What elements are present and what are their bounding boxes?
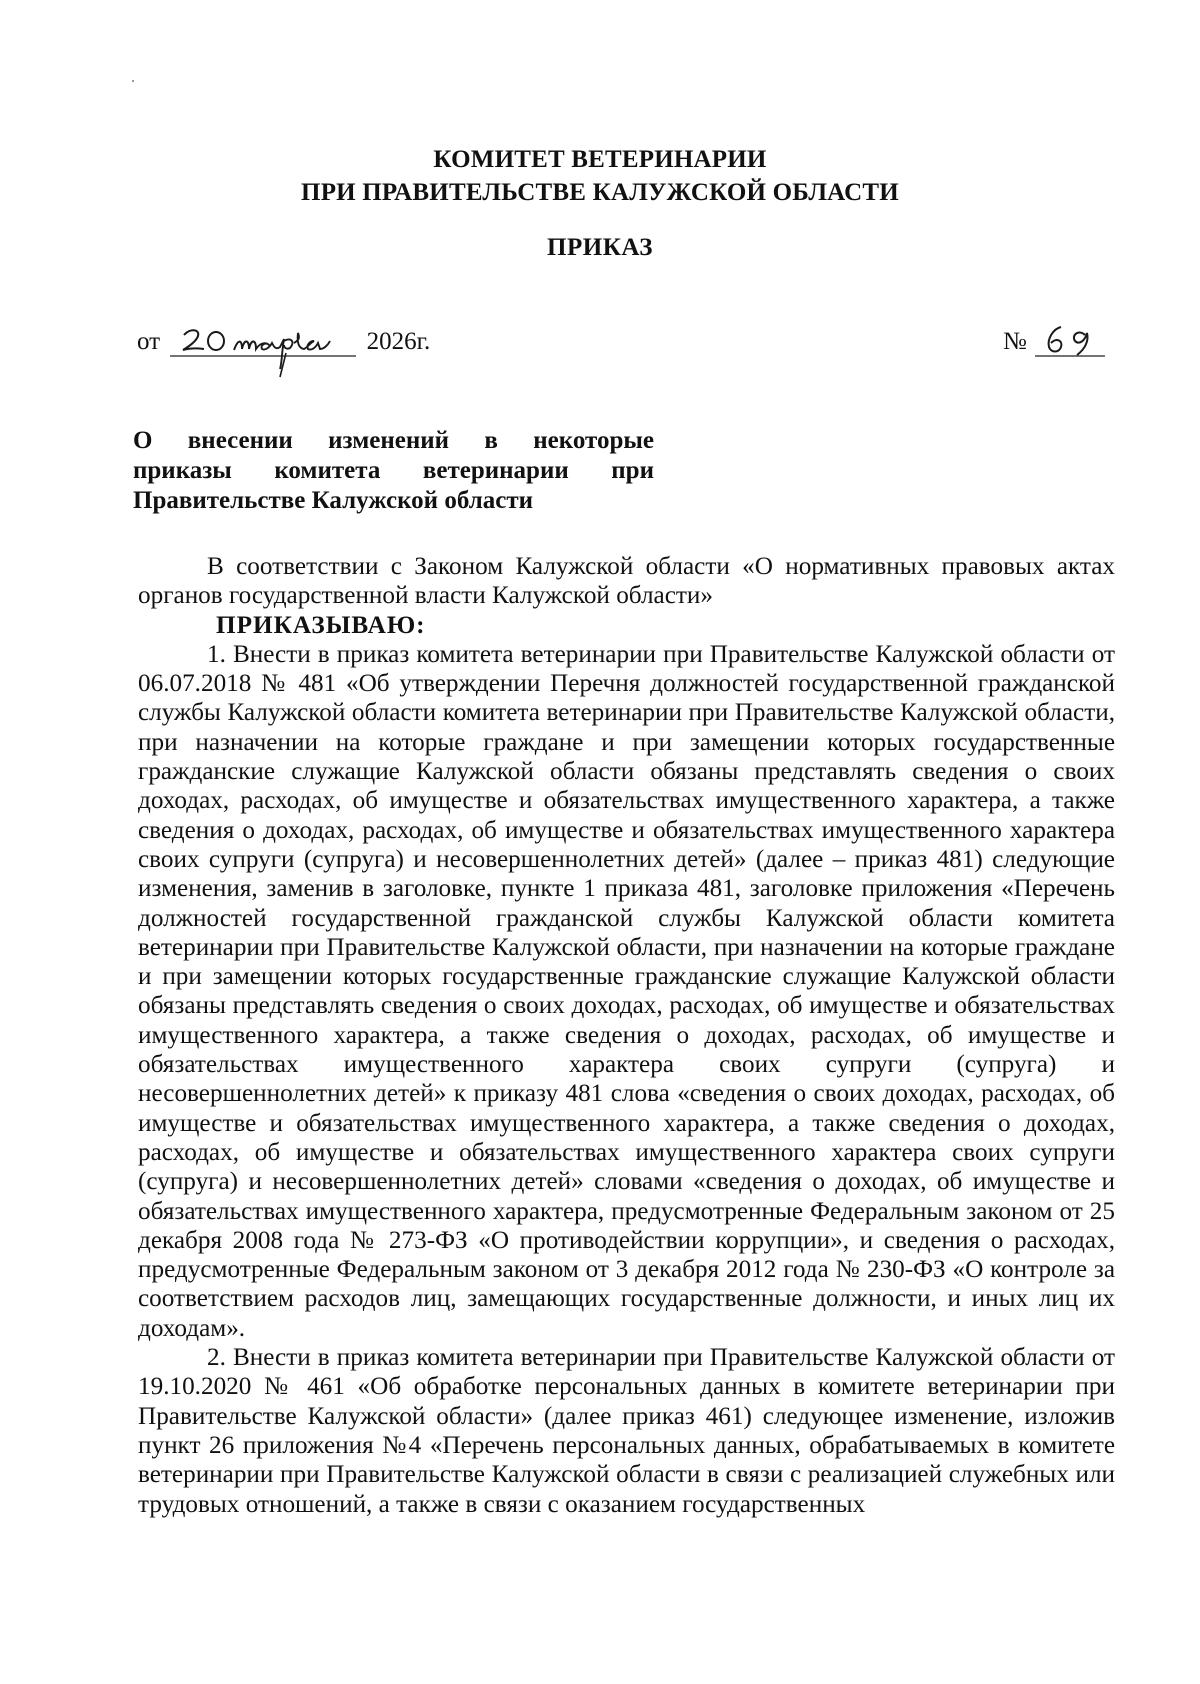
subject-line-1: О внесении изменений в некоторые [133, 427, 654, 454]
scan-speck [132, 80, 134, 82]
preamble-paragraph: В соответствии с Законом Калужской области «О нормативных правовых актах органов государственной власти Калужской области» [138, 553, 1115, 610]
organization-name-line2: ПРИ ПРАВИТЕЛЬСТВЕ КАЛУЖСКОЙ ОБЛАСТИ [301, 179, 899, 206]
document-type-title: ПРИКАЗ [547, 234, 653, 261]
number-sign: № [1003, 328, 1027, 355]
order-date-line [137, 325, 430, 359]
order-command: ПРИКАЗЫВАЮ: [216, 611, 426, 639]
order-paragraph-2: 2. Внести в приказ комитета ветеринарии при Правительстве Калужской области от 19.10.2020 № 461 «Об обработке персональных данных в комитете ветеринарии при Правительстве Калужской области» (далее приказ 461) следующее изменение, изложив пункт 26 приложения №4 «Перечень персональных данных, обрабатываемых в комитете ветеринарии при Правительстве Калужской области в связи с реализацией служебных или трудовых отношений, а также в связи с оказанием государственных [138, 1344, 1115, 1518]
subject-line-3: Правительстве Калужской области [133, 487, 533, 514]
handwritten-number [1033, 325, 1107, 359]
date-prefix: от [137, 328, 161, 355]
order-paragraph-1: 1. Внести в приказ комитета ветеринарии при Правительстве Калужской области от 06.07.2018 № 481 «Об утверждении Перечня должностей государственной гражданской службы Калужской области комитета ветеринарии при Правительстве Калужской области, при назначении на которые граждане и при замещении которых государственные гражданские служащие Калужской области обязаны представлять сведения о своих доходах, расходах, об имуществе и обязательствах имущественного характера, а также сведения о доходах, расходах, об имуществе и обязательствах имущественного характера своих супруги (супруга) и несовершеннолетних детей» (далее – приказ 481) следующие изменения, заменив в заголовке, пункте 1 приказа 481, заголовке приложения «Перечень должностей государственной гражданской службы Калужской области комитета ветеринарии при Правительстве Калужской области, при назначении на которые граждане и при замещении которых государственные гражданские служащие Калужской области обязаны представлять сведения о своих доходах, расходах, об имуществе и обязательствах имущественного характера, а также сведения о доходах, расходах, об имуществе и обязательствах имущественного характера своих супруги (супруга) и несовершеннолетних детей» к приказу 481 слова «сведения о своих доходах, расходах, об имуществе и обязательствах имущественного характера, а также сведения о доходах, расходах, об имуществе и обязательствах имущественного характера своих супруги (супруга) и несовершеннолетних детей» словами «сведения о доходах, об имуществе и обязательствах имущественного характера, предусмотренные Федеральным законом от 25 декабря 2008 года № 273-ФЗ «О противодействии коррупции», и сведения о расходах, предусмотренные Федеральным законом от 3 декабря 2012 года № 230-ФЗ «О контроле за соответствием расходов лиц, замещающих государственные должности, и иных лиц их доходам». [138, 640, 1115, 1342]
organization-header [0, 143, 1200, 209]
organization-name-line1: КОМИТЕТ ВЕТЕРИНАРИИ [433, 146, 767, 173]
order-subject [133, 426, 654, 516]
order-body [138, 552, 1115, 1519]
subject-line-2: приказы комитета ветеринарии при [133, 457, 654, 484]
handwritten-number-ink [1033, 317, 1107, 377]
date-year: 2026г. [366, 328, 431, 355]
handwritten-date-ink [166, 319, 360, 379]
order-number-line [1003, 325, 1107, 359]
handwritten-date [166, 325, 360, 359]
